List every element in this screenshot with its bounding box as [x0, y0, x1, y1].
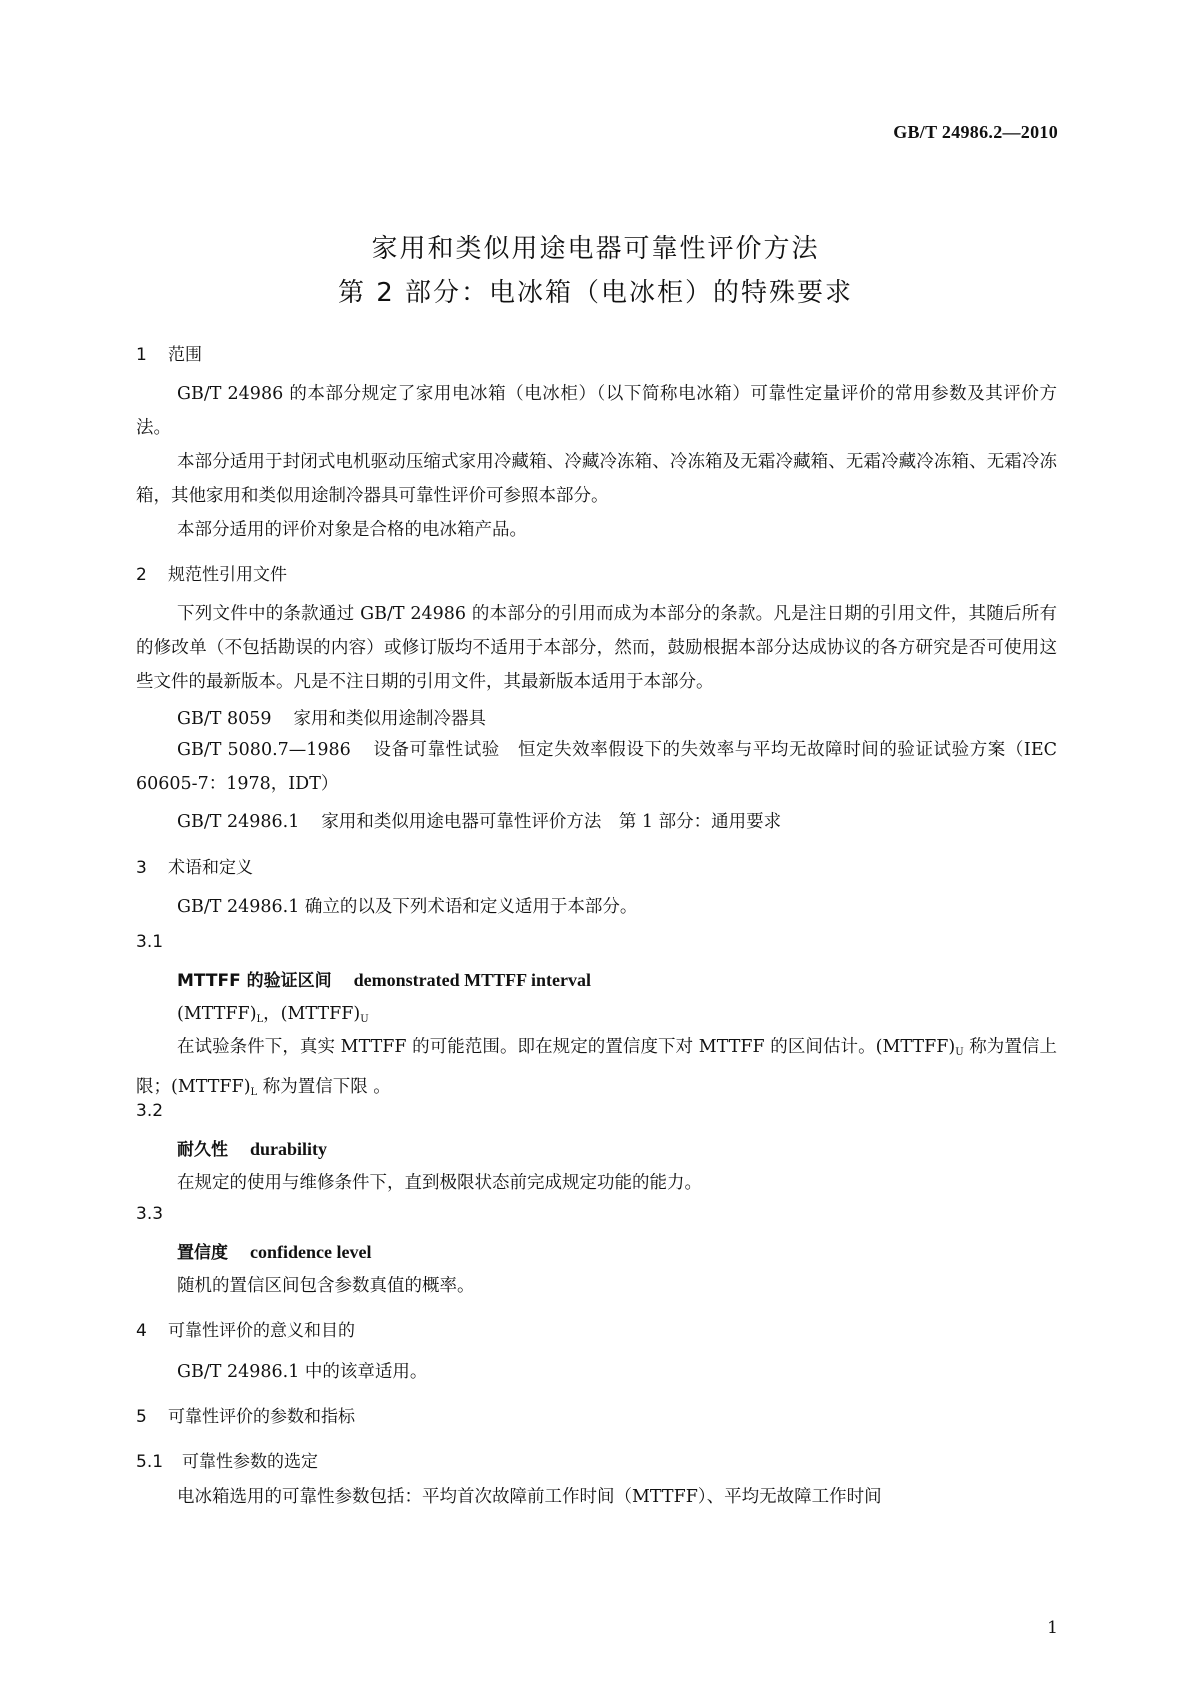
- section-number: 3: [136, 858, 147, 878]
- section-4-heading: [136, 1316, 355, 1341]
- section-2-heading: [136, 560, 287, 585]
- reference-code: GB/T 24986.1: [177, 812, 300, 832]
- section-number: 1: [136, 345, 147, 365]
- term-chinese: 置信度: [177, 1243, 228, 1263]
- reference-code: GB/T 8059: [177, 709, 272, 729]
- term-chinese: 耐久性: [177, 1140, 228, 1160]
- paragraph: 电冰箱选用的可靠性参数包括：平均首次故障前工作时间（MTTFF）、平均无故障工作时间: [177, 1487, 882, 1507]
- normative-reference: [177, 705, 486, 730]
- term-number: 3.2: [136, 1101, 164, 1121]
- section-title: 可靠性评价的意义和目的: [168, 1321, 355, 1341]
- subsection-number: 5.1: [136, 1452, 164, 1472]
- reference-code: GB/T 5080.7—1986: [177, 740, 351, 760]
- paragraph: 本部分适用于封闭式电机驱动压缩式家用冷藏箱、冷藏冷冻箱、冷冻箱及无霜冷藏箱、无霜冷藏冷冻箱、无霜冷冻箱，其他家用和类似用途制冷器具可靠性评价可参照本部分。: [136, 452, 1057, 506]
- standard-code: GB/T 24986.2—2010: [893, 122, 1058, 142]
- section-title: 可靠性评价的参数和指标: [168, 1407, 355, 1427]
- section-title: 范围: [168, 345, 202, 365]
- section-5-heading: [136, 1402, 355, 1427]
- document-title-line2: 第 2 部分：电冰箱（电冰柜）的特殊要求: [337, 278, 854, 308]
- term-english: demonstrated MTTFF interval: [353, 970, 591, 990]
- paragraph: GB/T 24986 的本部分规定了家用电冰箱（电冰柜）（以下简称电冰箱）可靠性定量评价的常用参数及其评价方法。: [136, 384, 1057, 438]
- term-entry: [177, 966, 591, 991]
- term-entry: [177, 1238, 371, 1263]
- term-definition: 随机的置信区间包含参数真值的概率。: [177, 1276, 475, 1296]
- section-number: 4: [136, 1321, 147, 1341]
- paragraph: GB/T 24986.1 中的该章适用。: [177, 1362, 428, 1382]
- normative-reference: [136, 733, 1057, 801]
- term-definition: 在规定的使用与维修条件下，直到极限状态前完成规定功能的能力。: [177, 1173, 702, 1193]
- paragraph: GB/T 24986.1 确立的以及下列术语和定义适用于本部分。: [177, 897, 638, 917]
- subsection-title: 可靠性参数的选定: [182, 1452, 318, 1472]
- term-english: confidence level: [250, 1242, 372, 1262]
- paragraph: 下列文件中的条款通过 GB/T 24986 的本部分的引用而成为本部分的条款。凡是注日期的引用文件，其随后所有的修改单（不包括勘误的内容）或修订版均不适用于本部分，然而，鼓励根据本部分达成协议的各方研究是否可使用这些文件的最新版本。凡是不注日期的引用文件，其最新版本适用于本部分。: [136, 604, 1057, 692]
- term-symbol: $(MTTFF)_L$，$(MTTFF)_U$: [177, 1004, 369, 1025]
- reference-title: 家用和类似用途电器可靠性评价方法 第 1 部分：通用要求: [321, 812, 782, 832]
- normative-reference: [177, 808, 781, 833]
- term-number: 3.1: [136, 932, 164, 952]
- reference-title: 设备可靠性试验 恒定失效率假设下的失效率与平均无故障时间的验证试验方案（IEC 60605-7：1978，IDT）: [136, 740, 1057, 794]
- term-chinese: MTTFF 的验证区间: [177, 971, 332, 991]
- term-entry: [177, 1135, 327, 1160]
- section-1-heading: [136, 340, 202, 365]
- subsection-5-1-heading: [136, 1447, 318, 1472]
- section-number: 5: [136, 1407, 147, 1427]
- section-title: 规范性引用文件: [168, 565, 287, 585]
- section-number: 2: [136, 565, 147, 585]
- reference-title: 家用和类似用途制冷器具: [293, 709, 487, 729]
- term-number: 3.3: [136, 1204, 164, 1224]
- section-3-heading: [136, 853, 253, 878]
- page-number: 1: [1047, 1618, 1058, 1638]
- document-title-line1: 家用和类似用途电器可靠性评价方法: [371, 234, 820, 264]
- term-definition: 在试验条件下，真实 MTTFF 的可能范围。即在规定的置信度下对 MTTFF 的区间估计。$(MTTFF)_U$ 称为置信上限；$(MTTFF)_L$ 称为置信下限 。: [136, 1037, 1057, 1098]
- paragraph: 本部分适用的评价对象是合格的电冰箱产品。: [177, 520, 527, 540]
- section-title: 术语和定义: [168, 858, 253, 878]
- term-english: durability: [250, 1139, 328, 1159]
